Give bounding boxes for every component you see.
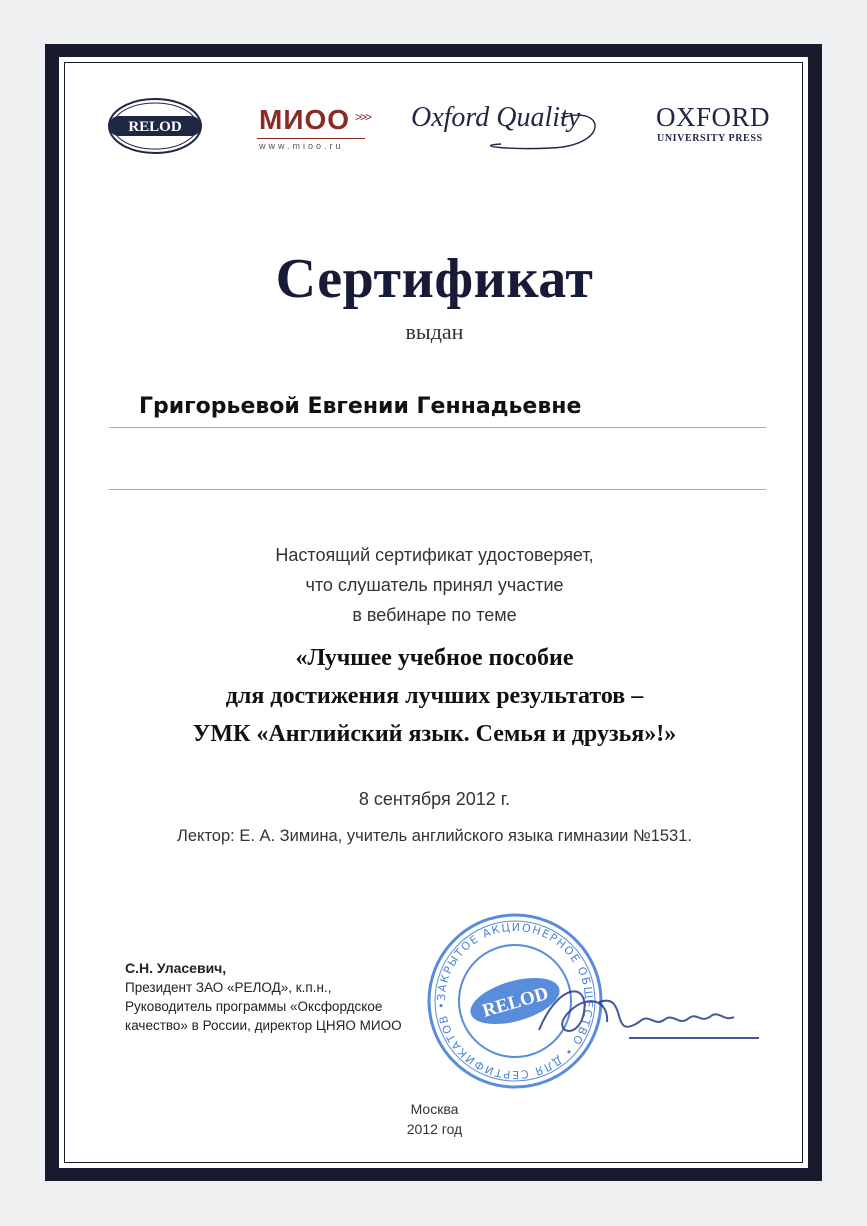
oup-logo bbox=[656, 102, 786, 152]
oup-logo-subtitle: UNIVERSITY PRESS bbox=[657, 133, 763, 144]
signer-position: качество» в России, директор ЦНЯО МИОО bbox=[125, 1018, 402, 1033]
relod-logo-text: RELOD bbox=[128, 119, 182, 135]
signer-block bbox=[125, 959, 445, 1035]
topic-line: «Лучшее учебное пособие bbox=[295, 645, 574, 671]
certificate-title: Сертификат bbox=[275, 248, 594, 310]
signer-name: С.Н. Уласевич, bbox=[125, 960, 227, 976]
relod-logo bbox=[107, 97, 203, 155]
footer-year: 2012 год bbox=[406, 1121, 463, 1137]
body-line: что слушатель принял участие bbox=[305, 575, 564, 595]
signature-image bbox=[529, 972, 769, 1052]
stamp-center-text: RELOD bbox=[480, 983, 551, 1022]
mioo-logo bbox=[257, 104, 377, 154]
body-line: в вебинаре по теме bbox=[352, 605, 517, 625]
oxford-quality-logo bbox=[411, 100, 611, 154]
oxford-quality-swoosh bbox=[411, 100, 611, 154]
signer-position: Президент ЗАО «РЕЛОД», к.п.н., bbox=[125, 980, 332, 995]
stamp-ring-text: ЗАКРЫТОЕ АКЦИОНЕРНОЕ ОБЩЕСТВО • ДЛЯ СЕРТИФИКАТОВ • bbox=[434, 920, 596, 1082]
mioo-arrow-icon: >>> bbox=[355, 110, 371, 124]
issued-label: выдан bbox=[405, 319, 464, 344]
mioo-underline bbox=[257, 138, 365, 139]
certificate-frame bbox=[45, 44, 822, 1181]
oxford-quality-text: Oxford Quality bbox=[411, 102, 581, 133]
oup-logo-title: OXFORD bbox=[656, 102, 771, 132]
recipient-name: Григорьевой Евгении Геннадьевне bbox=[139, 394, 582, 419]
lecturer-line: Лектор: Е. А. Зимина, учитель английского языка гимназии №1531. bbox=[177, 827, 692, 845]
certificate-sheet bbox=[58, 56, 809, 1169]
signer-position: Руководитель программы «Оксфордское bbox=[125, 999, 383, 1014]
topic-line: УМК «Английский язык. Семья и друзья»!» bbox=[192, 721, 677, 747]
body-line: Настоящий сертификат удостоверяет, bbox=[275, 545, 594, 565]
footer-city: Москва bbox=[410, 1101, 459, 1117]
blank-line bbox=[109, 489, 766, 490]
name-underline bbox=[109, 427, 766, 428]
logos-row bbox=[59, 92, 810, 162]
webinar-date: 8 сентября 2012 г. bbox=[358, 789, 511, 809]
mioo-url: www.mioo.ru bbox=[259, 141, 344, 151]
footer-block bbox=[59, 1099, 810, 1139]
topic-line: для достижения лучших результатов – bbox=[225, 683, 644, 709]
mioo-logo-text: МИОО bbox=[259, 104, 351, 135]
